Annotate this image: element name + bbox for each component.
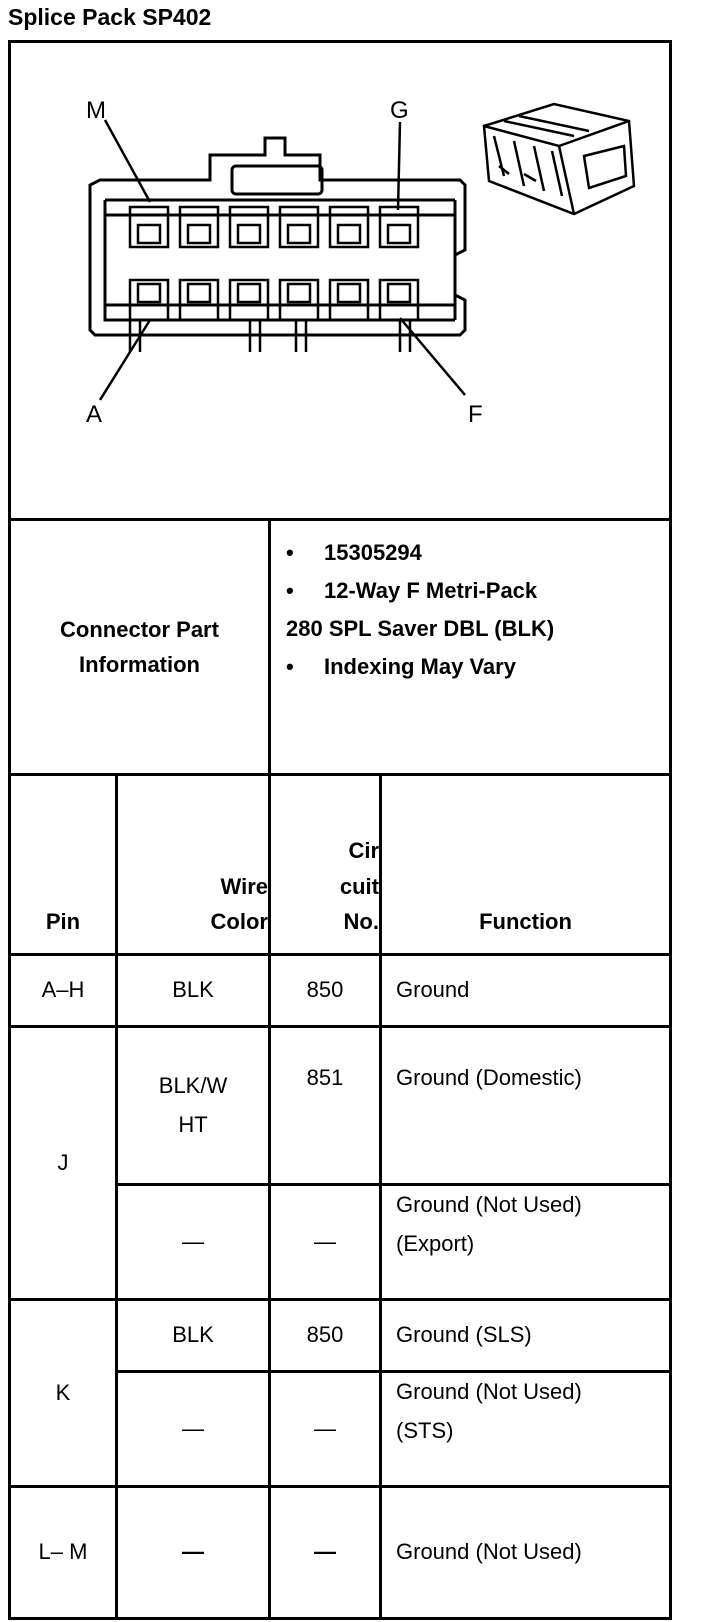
header-pin: Pin <box>45 908 81 934</box>
row-k-pin: K <box>55 1379 71 1405</box>
row-lm-function: Ground (Not Used) <box>396 1539 582 1565</box>
bullet: • <box>286 578 294 603</box>
row1-function: Ground <box>396 977 470 1003</box>
row-k-circuit: 850 <box>306 1322 344 1348</box>
row-lm-wire: — <box>182 1539 204 1565</box>
row1-pin: A–H <box>41 977 85 1003</box>
bullet: • <box>286 654 294 679</box>
row-lm-circuit: — <box>314 1539 336 1565</box>
row-k2-wire: — <box>182 1415 204 1441</box>
header-wire-color: Wire Color <box>210 873 268 934</box>
indexing-note: Indexing May Vary <box>324 654 516 679</box>
row-k2-circuit: — <box>314 1415 336 1441</box>
row-k-wire: BLK <box>172 1322 214 1348</box>
row-j2-wire: — <box>182 1228 204 1254</box>
row-j2-function: Ground (Not Used) (Export) <box>396 1192 582 1256</box>
row-j-wire: BLK/W HT <box>158 1073 228 1137</box>
row-j-function: Ground (Domestic) <box>396 1064 582 1090</box>
connector-face-diagram <box>60 90 483 440</box>
pin-label-m: M <box>86 97 106 124</box>
row-j-circuit: 851 <box>306 1064 344 1090</box>
connector-info-label: Connector Part Information <box>60 616 219 677</box>
bullet: • <box>286 540 294 565</box>
pin-label-f: F <box>468 401 483 428</box>
page-title: Splice Pack SP402 <box>8 4 212 30</box>
row-k-function: Ground (SLS) <box>396 1322 532 1348</box>
connector-isometric-icon <box>474 96 644 221</box>
connector-description: 12-Way F Metri-Pack <box>324 578 538 603</box>
connector-info-details <box>286 534 554 686</box>
part-number: 15305294 <box>324 540 422 565</box>
pin-label-g: G <box>390 97 409 124</box>
connector-description-cont: 280 SPL Saver DBL (BLK) <box>286 616 555 641</box>
row-j2-circuit: — <box>314 1228 336 1254</box>
row-lm-pin: L– M <box>38 1539 88 1565</box>
col-divider-info <box>268 518 271 776</box>
row-j-pin: J <box>57 1149 69 1175</box>
header-function: Function <box>479 908 572 934</box>
row1-wire: BLK <box>172 977 214 1003</box>
header-circuit-no: Cir cuit No. <box>339 838 379 934</box>
pin-label-a: A <box>86 401 103 428</box>
row1-circuit: 850 <box>306 977 344 1003</box>
row-k2-function: Ground (Not Used) (STS) <box>396 1379 582 1443</box>
